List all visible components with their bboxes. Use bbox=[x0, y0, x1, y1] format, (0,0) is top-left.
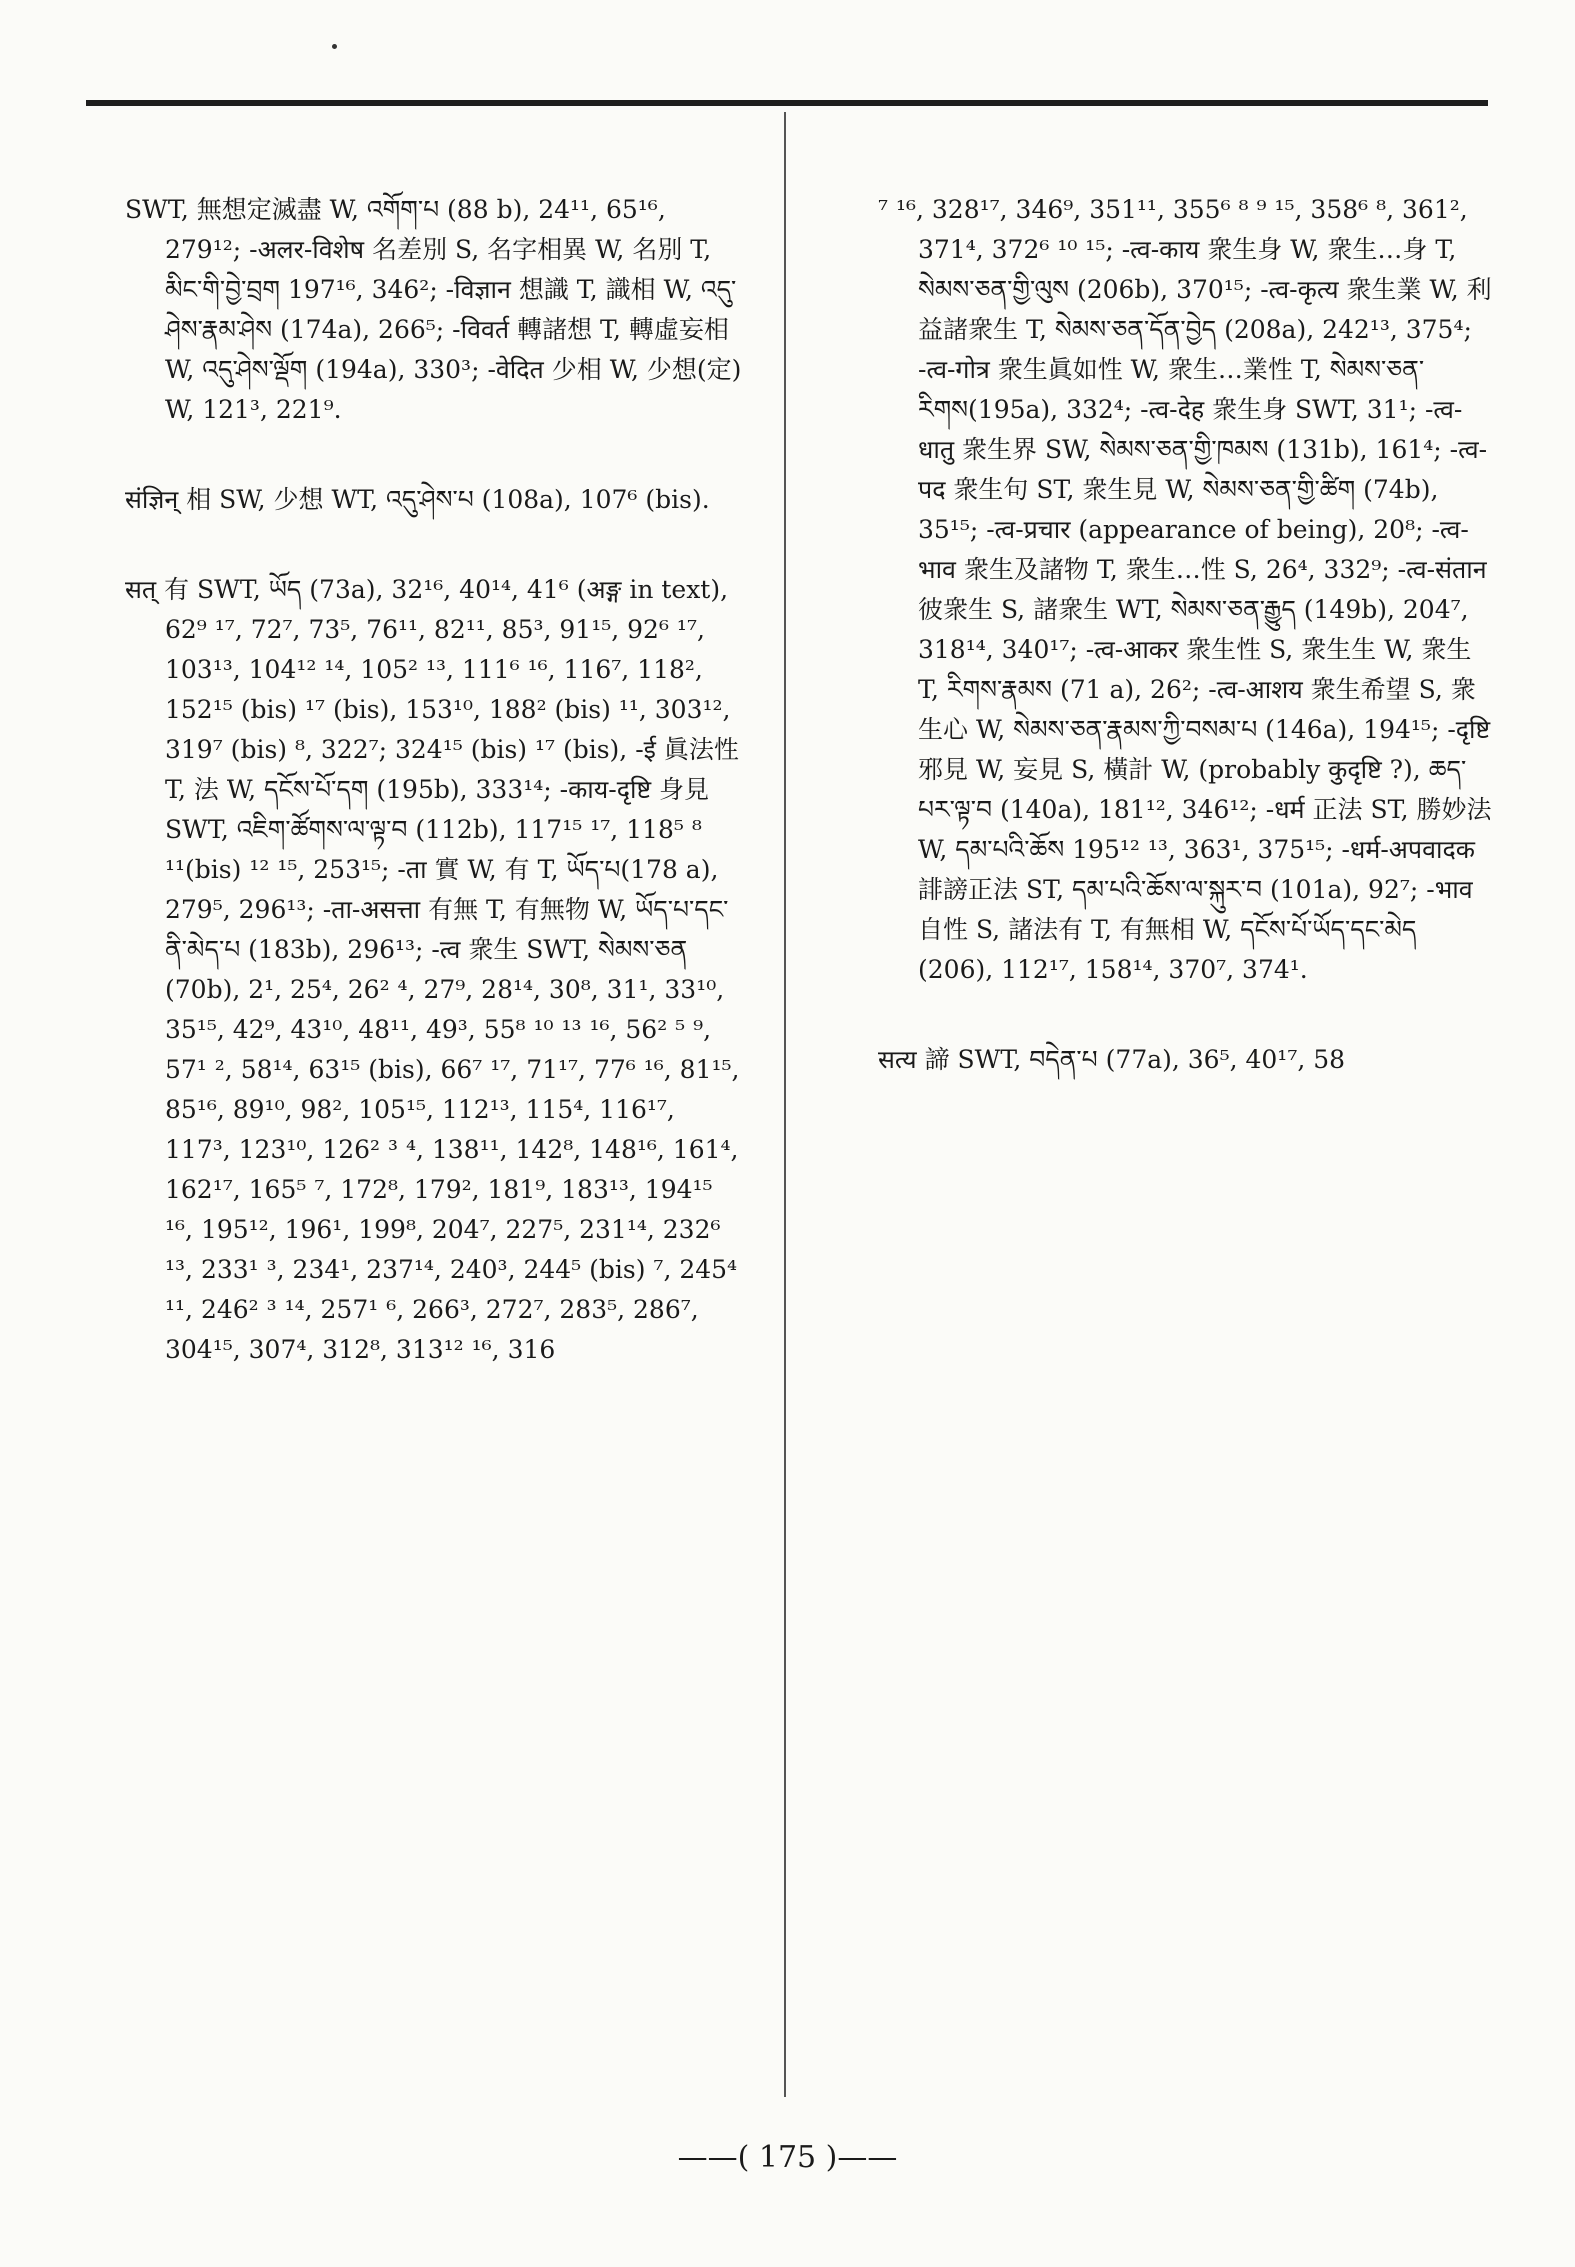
entry-continuation-sat: ⁷ ¹⁶, 328¹⁷, 346⁹, 351¹¹, 355⁶ ⁸ ⁹ ¹⁵, 358⁶ ⁸, 361², 371⁴, 372⁶ ¹⁰ ¹⁵; -त्व-काय 衆生身 W, 衆生…身 T, སེམས་ཅན་གྱི་ལུས (206b), 370¹⁵; -त्व-कृत्य 衆生業 W, 利益諸衆生 T, སེམས་ཅན་དོན་བྱེད (208a), 242¹³, 375⁴; -त्व-गोत्र 衆生眞如性 W, 衆生…業性 T, སེམས་ཅན་རིགས(195a), 332⁴; -त्व-देह 衆生身 SWT, 31¹; -त्व-धातु 衆生界 SW, སེམས་ཅན་གྱི་ཁམས (131b), 161⁴; -त्व-पद 衆生句 ST, 衆生見 W, སེམས་ཅན་གྱི་ཚིག (74b), 35¹⁵; -त्व-प्रचार (appearance of being), 20⁸; -त्व-भाव 衆生及諸物 T, 衆生…性 S, 26⁴, 332⁹; -त्व-संतान 彼衆生 S, 諸衆生 WT, སེམས་ཅན་རྒྱུད (149b), 204⁷, 318¹⁴, 340¹⁷; -त्व-आकर 衆生性 S, 衆生生 W, 衆生 T, རིགས་རྣམས (71 a), 26²; -त्व-आशय 衆生希望 S, 衆生心 W, སེམས་ཅན་རྣམས་ཀྱི་བསམ་པ (146a), 194¹⁵; -दृष्टि 邪見 W, 妄見 S, 橫計 W, (probably कुदृष्टि ?), ཆད་པར་ལྟ་བ (140a), 181¹², 346¹²; -धर्म 正法 ST, 勝妙法 W, དམ་པའི་ཆོས 195¹² ¹³, 363¹, 375¹⁵; -धर्म-अपवादक 誹謗正法 ST, དམ་པའི་ཆོས་ལ་སྐུར་བ (101a), 92⁷; -भाव 自性 S, 諸法有 T, 有無相 W, དངོས་པོ་ཡོད་དང་མེད (206), 112¹⁷, 158¹⁴, 370⁷, 374¹. bbox=[878, 195, 1492, 984]
right-column bbox=[878, 150, 1498, 2100]
left-column bbox=[125, 150, 745, 2100]
entry-sat: सत् 有 SWT, ཡོད (73a), 32¹⁶, 40¹⁴, 41⁶ (अङ्ग in text), 62⁹ ¹⁷, 72⁷, 73⁵, 76¹¹, 82¹¹, 85³, 91¹⁵, 92⁶ ¹⁷, 103¹³, 104¹² ¹⁴, 105² ¹³, 111⁶ ¹⁶, 116⁷, 118², 152¹⁵ (bis) ¹⁷ (bis), 153¹⁰, 188² (bis) ¹¹, 303¹², 319⁷ (bis) ⁸, 322⁷; 324¹⁵ (bis) ¹⁷ (bis), -ई 眞法性 T, 法 W, དངོས་པོ་དག (195b), 333¹⁴; -काय-दृष्टि 身見 SWT, འཇིག་ཚོགས་ལ་ལྟ་བ (112b), 117¹⁵ ¹⁷, 118⁵ ⁸ ¹¹(bis) ¹² ¹⁵, 253¹⁵; -ता 實 W, 有 T, ཡོད་པ(178 a), 279⁵, 296¹³; -ता-असत्ता 有無 T, 有無物 W, ཡོད་པ་དང་ནི་མེད་པ (183b), 296¹³; -त्व 衆生 SWT, སེམས་ཅན (70b), 2¹, 25⁴, 26² ⁴, 27⁹, 28¹⁴, 30⁸, 31¹, 33¹⁰, 35¹⁵, 42⁹, 43¹⁰, 48¹¹, 49³, 55⁸ ¹⁰ ¹³ ¹⁶, 56² ⁵ ⁹, 57¹ ², 58¹⁴, 63¹⁵ (bis), 66⁷ ¹⁷, 71¹⁷, 77⁶ ¹⁶, 81¹⁵, 85¹⁶, 89¹⁰, 98², 105¹⁵, 112¹³, 115⁴, 116¹⁷, 117³, 123¹⁰, 126² ³ ⁴, 138¹¹, 142⁸, 148¹⁶, 161⁴, 162¹⁷, 165⁵ ⁷, 172⁸, 179², 181⁹, 183¹³, 194¹⁵ ¹⁶, 195¹², 196¹, 199⁸, 204⁷, 227⁵, 231¹⁴, 232⁶ ¹³, 233¹ ³, 234¹, 237¹⁴, 240³, 244⁵ (bis) ⁷, 245⁴ ¹¹, 246² ³ ¹⁴, 257¹ ⁶, 266³, 272⁷, 283⁵, 286⁷, 304¹⁵, 307⁴, 312⁸, 313¹² ¹⁶, 316 bbox=[125, 575, 740, 1364]
column-divider bbox=[784, 112, 786, 2097]
page-number: ——( 175 )—— bbox=[677, 2140, 898, 2175]
entry-continuation-samjna: SWT, 無想定滅盡 W, འགོག་པ (88 b), 24¹¹, 65¹⁶, 279¹²; -अलर-विशेष 名差別 S, 名字相異 W, 名別 T, མིང་གི་བྱེ་བྲག 197¹⁶, 346²; -विज्ञान 想識 T, 識相 W, འདུ་ཤེས་རྣམ་ཤེས (174a), 266⁵; -विवर्त 轉諸想 T, 轉虛妄相 W, འདུ་ཤེས་ལྡོག (194a), 330³; -वेदित 少相 W, 少想(定) W, 121³, 221⁹. bbox=[125, 195, 742, 424]
entry-satya: सत्य 諦 SWT, བདེན་པ (77a), 36⁵, 40¹⁷, 58 bbox=[878, 1045, 1346, 1074]
ink-speck bbox=[332, 44, 337, 49]
entry-samjnin: संज्ञिन् 相 SW, 少想 WT, འདུ་ཤེས་པ (108a), 107⁶ (bis). bbox=[125, 485, 710, 514]
top-rule bbox=[86, 100, 1488, 106]
